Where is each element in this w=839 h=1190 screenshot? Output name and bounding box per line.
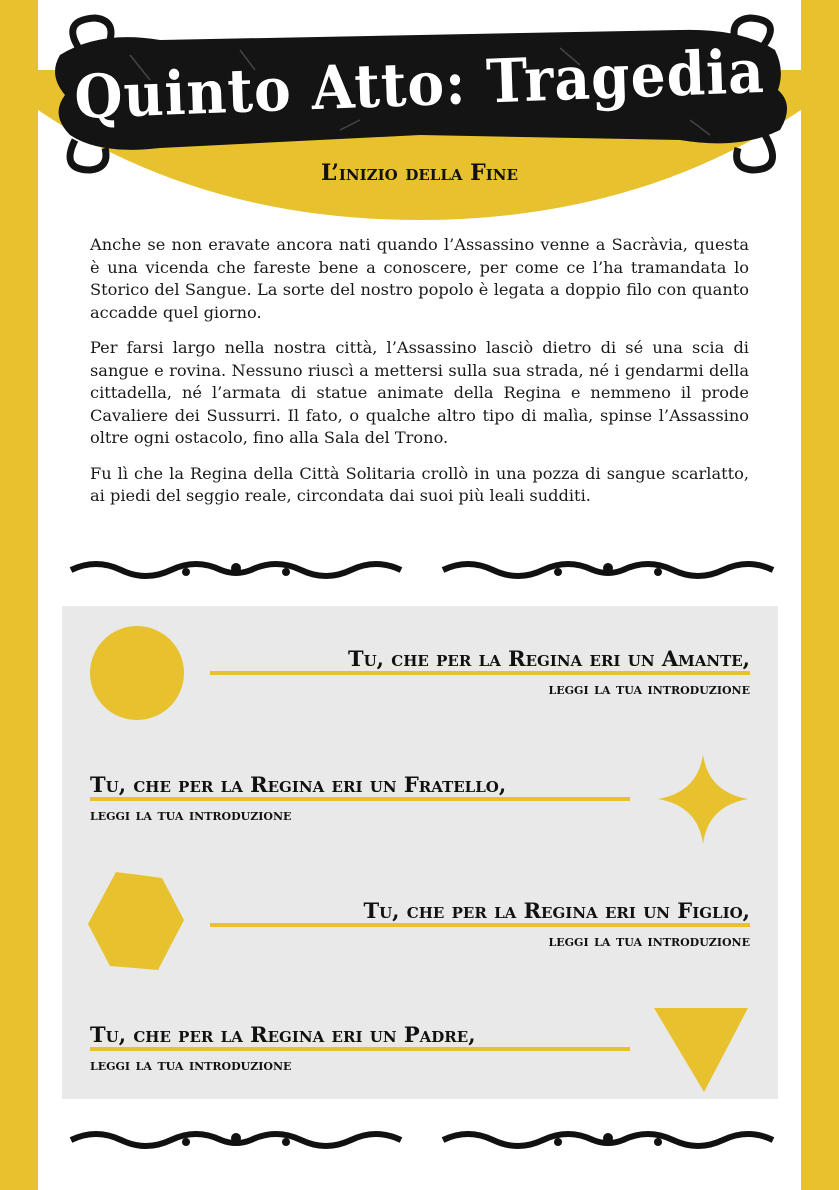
section-subtitle: L’inizio della Fine <box>321 160 518 186</box>
role-underline <box>90 1047 630 1051</box>
intro-text <box>90 234 749 521</box>
ornament-divider-icon <box>438 1128 778 1152</box>
page-title: Quinto Atto: Tragedia <box>73 36 766 134</box>
ornament-divider-icon <box>66 1128 406 1152</box>
role-heading: Tu, che per la Regina eri un Figlio, <box>363 898 750 923</box>
paragraph: Fu lì che la Regina della Città Solitaria crollò in una pozza di sangue scarlatto, ai piedi del seggio reale, circondata dai suoi più leali sudditi. <box>90 463 749 505</box>
role-instruction: leggi la tua introduzione <box>548 931 750 950</box>
ornament-divider-icon <box>66 558 406 582</box>
role-underline <box>210 671 750 675</box>
star-icon <box>656 752 750 846</box>
role-instruction: leggi la tua introduzione <box>90 1055 292 1074</box>
role-heading: Tu, che per la Regina eri un Fratello, <box>90 772 507 797</box>
role-heading: Tu, che per la Regina eri un Amante, <box>347 646 750 671</box>
paragraph: Anche se non eravate ancora nati quando l’Assassino venne a Sacràvia, questa è una vicenda che fareste bene a conoscere, per come ce l’ha tramandata lo Storico del Sangue. La sorte del nostro popolo è legata a doppio filo con quanto accadde quel giorno. <box>90 235 749 322</box>
role-instruction: leggi la tua introduzione <box>548 679 750 698</box>
circle-icon <box>88 624 186 722</box>
paragraph: Per farsi largo nella nostra città, l’Assassino lasciò dietro di sé una scia di sangue e rovina. Nessuno riuscì a mettersi sulla sua strada, né i gendarmi della cittadella, né l’armata di statue animate della Regina e nemmeno il prode Cavaliere dei Sussurri. Il fato, o qualche altro tipo di malìa, spinse l’Assassino oltre ogni ostacolo, fino alla Sala del Trono. <box>90 338 749 447</box>
role-underline <box>90 797 630 801</box>
role-amante <box>210 646 750 698</box>
role-fratello <box>90 772 630 824</box>
role-padre <box>90 1022 630 1074</box>
role-figlio <box>210 898 750 950</box>
role-heading: Tu, che per la Regina eri un Padre, <box>90 1022 476 1047</box>
ornament-divider-icon <box>438 558 778 582</box>
role-instruction: leggi la tua introduzione <box>90 805 292 824</box>
triangle-icon <box>652 1004 750 1094</box>
hexagon-icon <box>86 870 186 974</box>
role-underline <box>210 923 750 927</box>
